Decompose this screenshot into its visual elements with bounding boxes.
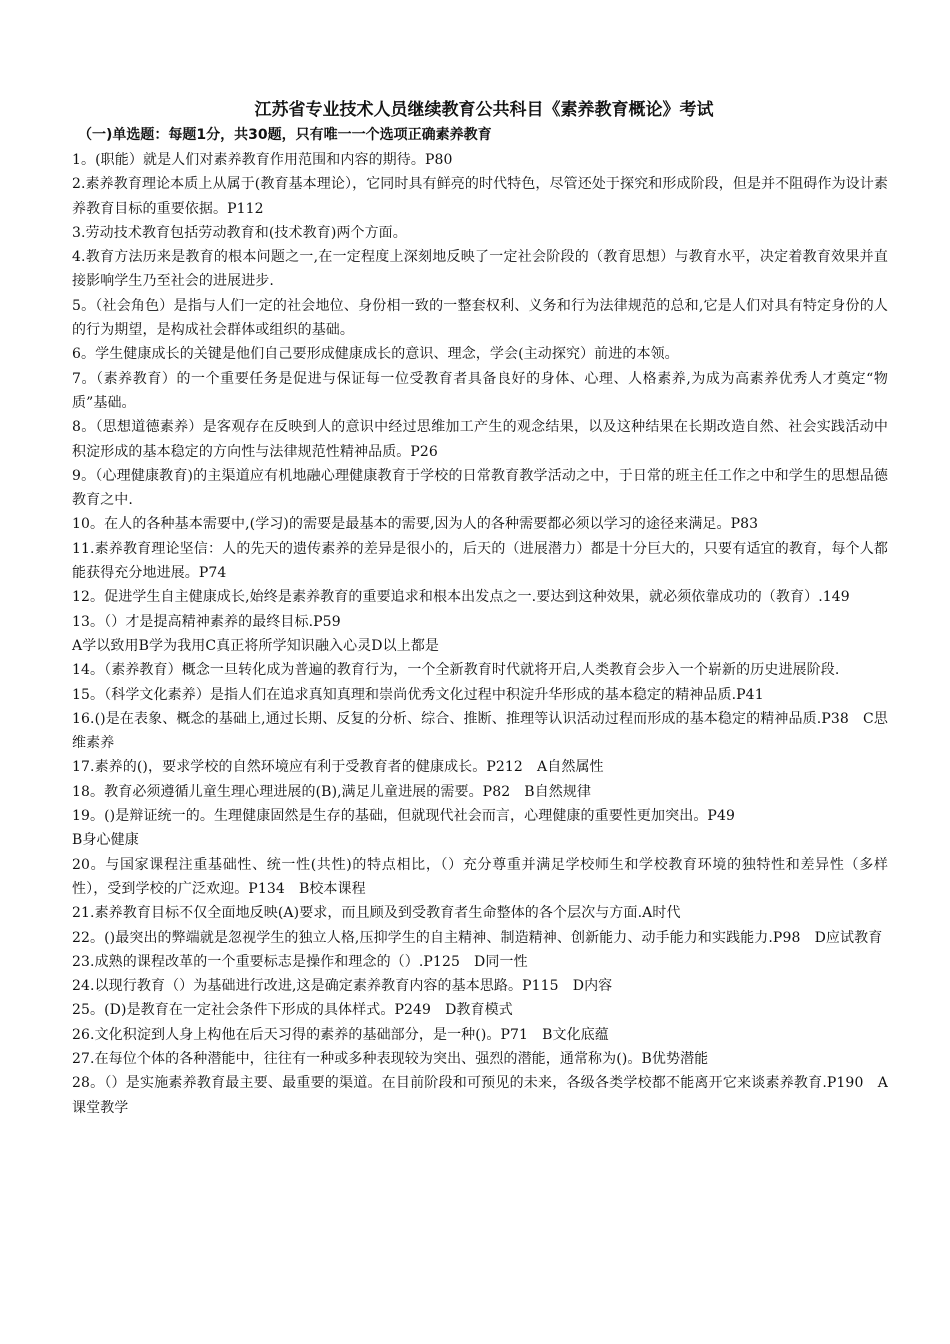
question-15: 15。（科学文化素养）是指人们在追求真知真理和崇尚优秀文化过程中积淀升华形成的基本稳定的精神品质.P41 [72, 686, 764, 703]
question-21: 21.素养教育目标不仅全面地反映(A)要求，而且顾及到受教育者生命整体的各个层次与方面.A时代 [72, 905, 681, 922]
question-8: 8。（思想道德素养）是客观存在反映到人的意识中经过思维加工产生的观念结果，以及这种结果在长期改造自然、社会实践活动中积淀形成的基本稳定的方向性与法律规范性精神品质。P26 [72, 419, 888, 460]
question-5: 5。（社会角色）是指与人们一定的社会地位、身份相一致的一整套权利、义务和行为法律规范的总和,它是人们对具有特定身份的人的行为期望，是构成社会群体或组织的基础。 [72, 297, 888, 339]
question-2: 2.素养教育理论本质上从属于(教育基本理论），它同时具有鲜亮的时代特色，尽管还处于探究和形成阶段，但是并不阻碍作为设计素养教育目标的重要依据。P112 [72, 176, 888, 217]
question-list [72, 148, 888, 1120]
question-23: 23.成熟的课程改革的一个重要标志是操作和理念的（）.P125 D同一性 [72, 953, 528, 970]
question-13: 13。（）才是提高精神素养的最终目标.P59 [72, 613, 341, 630]
question-6: 6。学生健康成长的关键是他们自己要形成健康成长的意识、理念，学会(主动探究）前进的本领。 [72, 346, 679, 363]
question-12: 12。促进学生自主健康成长,始终是素养教育的重要追求和根本出发点之一.要达到这种效果，就必须依靠成功的（教育）.149 [72, 589, 850, 606]
section-heading: （一)单选题：每题1分，共30题，只有唯一一个选项正确素养教育 [78, 127, 492, 143]
question-14: 14。（素养教育）概念一旦转化成为普遍的教育行为，一个全新教育时代就将开启,人类教育会步入一个崭新的历史进展阶段. [72, 662, 840, 679]
question-25: 25。(D)是教育在一定社会条件下形成的具体样式。P249 D教育模式 [72, 1002, 513, 1019]
question-20: 20。与国家课程注重基础性、统一性(共性)的特点相比，（）充分尊重并满足学校师生和学校教育环境的独特性和差异性（多样性），受到学校的广泛欢迎。P134 B校本课程 [72, 856, 888, 897]
question-7: 7。（素养教育）的一个重要任务是促进与保证每一位受教育者具备良好的身体、心理、人格素养,为成为高素养优秀人才奠定“物质”基础。 [72, 370, 888, 411]
question-26: 26.文化积淀到人身上构他在后天习得的素养的基础部分，是一种()。P71 B文化底蕴 [72, 1026, 609, 1043]
document-title: 江苏省专业技术人员继续教育公共科目《素养教育概论》考试 [254, 100, 714, 120]
question-19-answer: B身心健康 [72, 832, 139, 849]
question-9: 9。（心理健康教育)的主渠道应有机地融心理健康教育于学校的日常教育教学活动之中，于日常的班主任工作之中和学生的思想品德教育之中. [72, 467, 888, 509]
question-3: 3.劳动技术教育包括劳动教育和(技术教育)两个方面。 [72, 224, 407, 241]
question-27: 27.在每位个体的各种潜能中，往往有一种或多种表现较为突出、强烈的潜能，通常称为()。B优势潜能 [72, 1050, 709, 1067]
question-24: 24.以现行教育（）为基础进行改进,这是确定素养教育内容的基本思路。P115 D内容 [72, 978, 613, 995]
question-17: 17.素养的()，要求学校的自然环境应有利于受教育者的健康成长。P212 A自然属性 [72, 759, 604, 776]
question-4: 4.教育方法历来是教育的根本问题之一,在一定程度上深刻地反映了一定社会阶段的（教育思想）与教育水平，决定着教育效果并直接影响学生乃至社会的进展进步. [72, 249, 888, 290]
question-10: 10。在人的各种基本需要中,(学习)的需要是最基本的需要,因为人的各种需要都必须以学习的途径来满足。P83 [72, 516, 759, 533]
question-28: 28。（）是实施素养教育最主要、最重要的渠道。在目前阶段和可预见的未来，各级各类学校都不能离开它来谈素养教育.P190 A课堂教学 [72, 1075, 888, 1116]
question-22: 22。()最突出的弊端就是忽视学生的独立人格,压抑学生的自主精神、制造精神、创新能力、动手能力和实践能力.P98 D应试教育 [72, 929, 883, 946]
question-16: 16.()是在表象、概念的基础上,通过长期、反复的分析、综合、推断、推理等认识活动过程而形成的基本稳定的精神品质.P38 C思维素养 [72, 710, 888, 752]
question-13-options: A学以致用B学为我用C真正将所学知识融入心灵D以上都是 [72, 637, 440, 654]
question-19: 19。()是辩证统一的。生理健康固然是生存的基础，但就现代社会而言，心理健康的重要性更加突出。P49 [72, 808, 735, 825]
question-1: 1。(职能）就是人们对素养教育作用范围和内容的期待。P80 [72, 152, 453, 168]
question-11: 11.素养教育理论坚信：人的先天的遗传素养的差异是很小的，后天的（进展潜力）都是十分巨大的，只要有适宜的教育，每个人都能获得充分地进展。P74 [72, 540, 888, 582]
question-18: 18。教育必须遵循儿童生理心理进展的(B),满足儿童进展的需要。P82 B自然规律 [72, 783, 592, 800]
